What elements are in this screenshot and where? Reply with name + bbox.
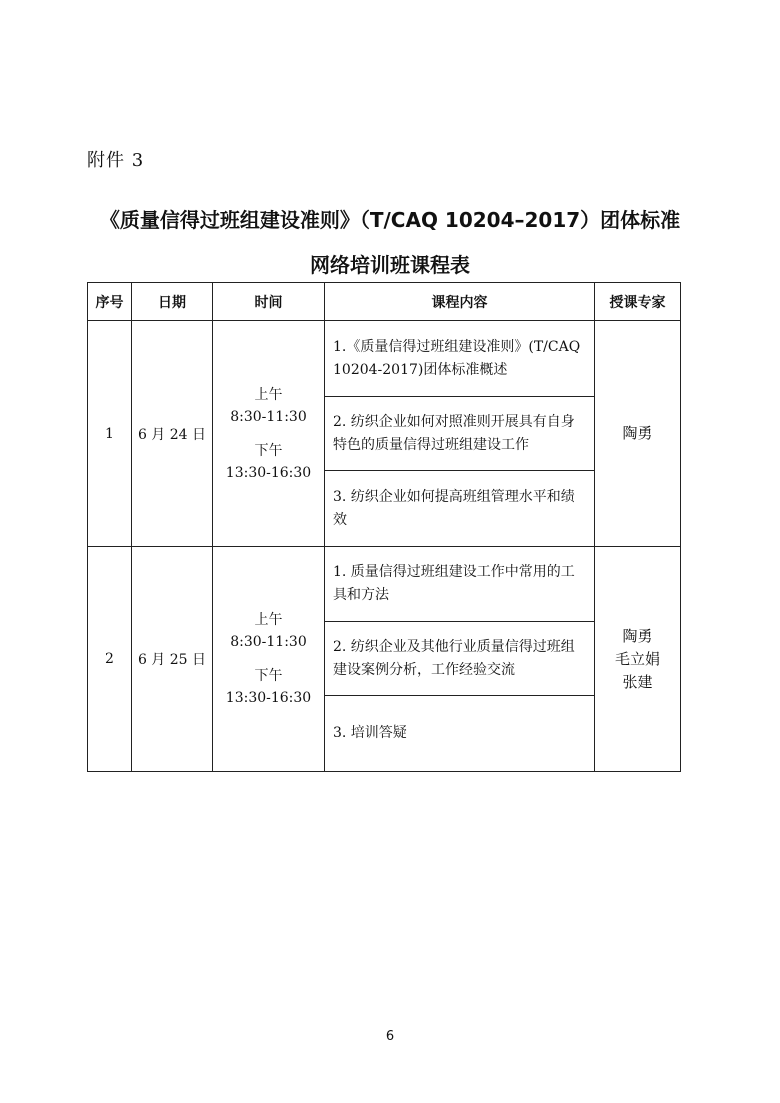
row-expert — [595, 321, 681, 547]
row-date: 6 月 24 日 — [132, 321, 213, 547]
expert-name: 张建 — [622, 672, 653, 691]
topic-item: 2. 纺织企业及其他行业质量信得过班组建设案例分析，工作经验交流 — [325, 621, 594, 695]
header-index: 序号 — [88, 283, 132, 321]
topic-item: 3. 培训答疑 — [325, 695, 594, 771]
row-time — [213, 321, 325, 547]
course-schedule-table — [87, 282, 681, 772]
attachment-label: 附件 3 — [87, 150, 145, 171]
expert-name: 毛立娟 — [614, 649, 660, 668]
topic-item: 3. 纺织企业如何提高班组管理水平和绩效 — [325, 470, 594, 546]
row-index: 2 — [88, 547, 132, 772]
row-index: 1 — [88, 321, 132, 547]
am-label: 上午 — [254, 386, 283, 403]
header-time: 时间 — [213, 283, 325, 321]
document-title-line1: 《质量信得过班组建设准则》（T/CAQ 10204–2017）团体标准 — [99, 208, 681, 232]
row-time — [213, 547, 325, 772]
pm-time: 13:30-16:30 — [225, 690, 312, 706]
am-time: 8:30-11:30 — [230, 408, 307, 425]
document-title-line2: 网络培训班课程表 — [310, 253, 470, 277]
page-number: 6 — [385, 1029, 395, 1044]
am-label: 上午 — [254, 612, 283, 628]
pm-label: 下午 — [254, 668, 283, 684]
am-time: 8:30-11:30 — [230, 634, 307, 650]
table-header-row — [88, 283, 681, 321]
header-expert: 授课专家 — [595, 283, 681, 321]
row-date: 6 月 25 日 — [132, 547, 213, 772]
expert-name: 陶勇 — [622, 424, 653, 442]
topic-item: 1.《质量信得过班组建设准则》(T/CAQ 10204-2017)团体标准概述 — [333, 338, 581, 378]
row-expert — [595, 547, 681, 772]
row-content — [325, 547, 595, 772]
pm-label: 下午 — [254, 442, 283, 459]
pm-time: 13:30-16:30 — [225, 464, 312, 481]
topic-item: 1. 质量信得过班组建设工作中常用的工具和方法 — [333, 564, 575, 603]
expert-name: 陶勇 — [622, 626, 653, 645]
header-content: 课程内容 — [325, 283, 595, 321]
table-row — [88, 321, 681, 547]
topic-item: 2. 纺织企业如何对照准则开展具有自身特色的质量信得过班组建设工作 — [325, 396, 594, 470]
row-content — [325, 321, 595, 547]
header-date: 日期 — [132, 283, 213, 321]
table-row — [88, 547, 681, 772]
